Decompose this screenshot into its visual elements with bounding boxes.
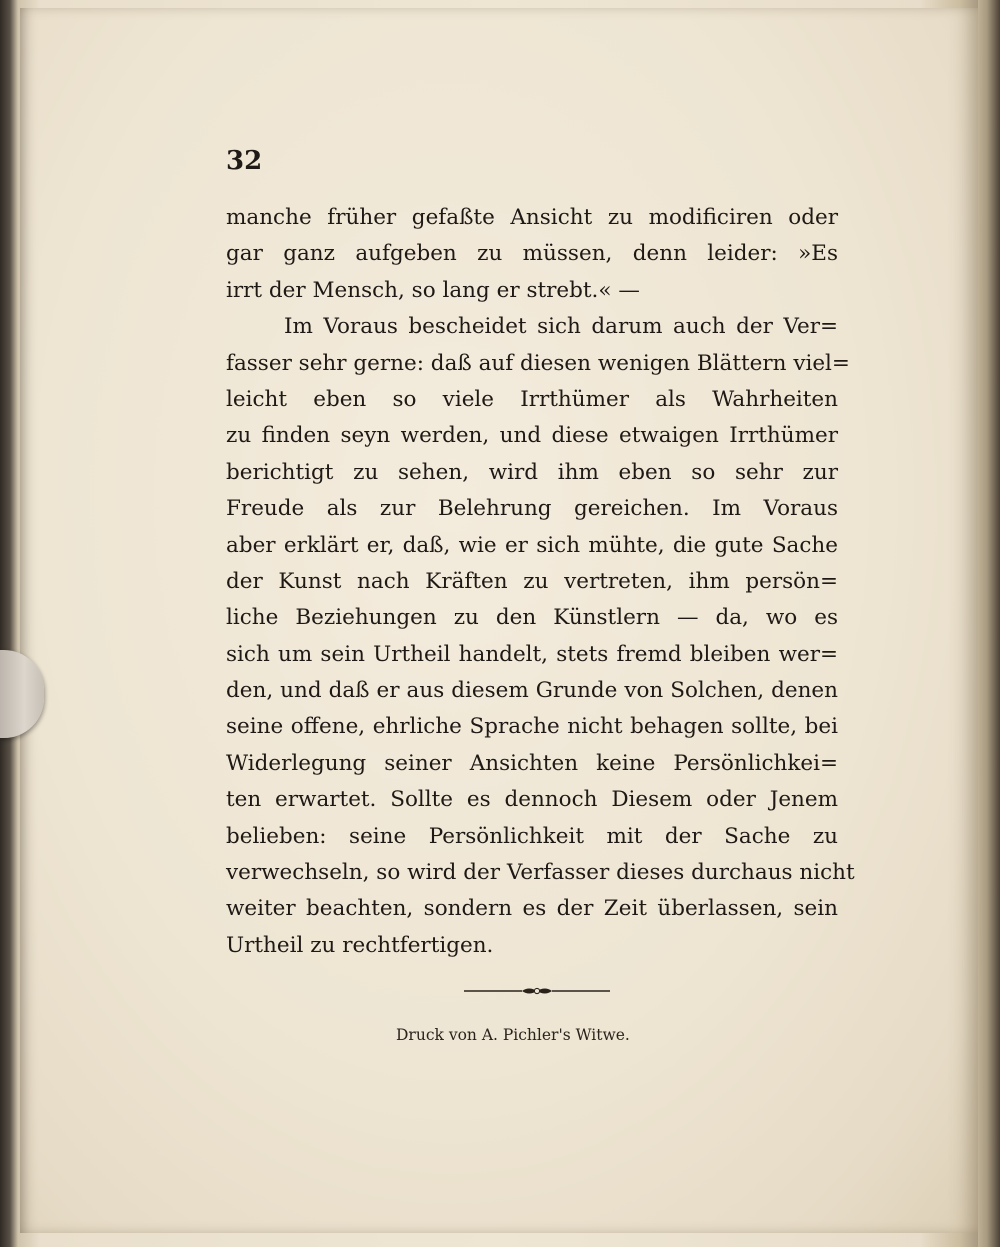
text-line: belieben: seine Persönlichkeit mit der Sache zu bbox=[226, 823, 838, 849]
text-line: sich um sein Urtheil handelt, stets fremd bleiben wer= bbox=[226, 641, 838, 667]
text-line: leicht eben so viele Irrthümer als Wahrheiten bbox=[226, 386, 838, 412]
text-line: berichtigt zu sehen, wird ihm eben so sehr zur bbox=[226, 459, 838, 485]
text-line: zu finden seyn werden, und diese etwaigen Irrthümer bbox=[226, 423, 838, 449]
body-text bbox=[226, 200, 855, 964]
text-line: Urtheil zu rechtfertigen. bbox=[226, 932, 494, 958]
text-line: Im Voraus bescheidet sich darum auch der Ver= bbox=[284, 314, 838, 340]
text-line: manche früher gefaßte Ansicht zu modificiren oder bbox=[226, 205, 838, 230]
ornament-rule bbox=[462, 984, 612, 998]
text-line: der Kunst nach Kräften zu vertreten, ihm persön= bbox=[226, 568, 838, 594]
page-edge bbox=[978, 0, 1000, 1247]
text-line: den, und daß er aus diesem Grunde von Solchen, denen bbox=[226, 678, 838, 704]
text-line: Freude als zur Belehrung gereichen. Im Voraus bbox=[226, 496, 838, 522]
text-line: verwechseln, so wird der Verfasser dieses durchaus nicht bbox=[226, 860, 855, 886]
text-line: gar ganz aufgeben zu müssen, denn leider: »Es bbox=[226, 241, 838, 267]
text-line: ten erwartet. Sollte es dennoch Diesem oder Jenem bbox=[226, 787, 838, 813]
text-line: irrt der Mensch, so lang er strebt.« — bbox=[226, 277, 640, 303]
text-line: liche Beziehungen zu den Künstlern — da, wo es bbox=[226, 605, 838, 631]
text-line: weiter beachten, sondern es der Zeit überlassen, sein bbox=[226, 896, 838, 922]
text-line: Widerlegung seiner Ansichten keine Persönlichkei= bbox=[226, 750, 838, 776]
page-number: 32 bbox=[226, 146, 263, 176]
printer-imprint: Druck von A. Pichler's Witwe. bbox=[396, 1026, 630, 1044]
text-line: fasser sehr gerne: daß auf diesen wenigen Blättern viel= bbox=[226, 350, 850, 376]
text-line: aber erklärt er, daß, wie er sich mühte, die gute Sache bbox=[226, 532, 838, 558]
text-line: seine offene, ehrliche Sprache nicht behagen sollte, bei bbox=[226, 714, 838, 740]
